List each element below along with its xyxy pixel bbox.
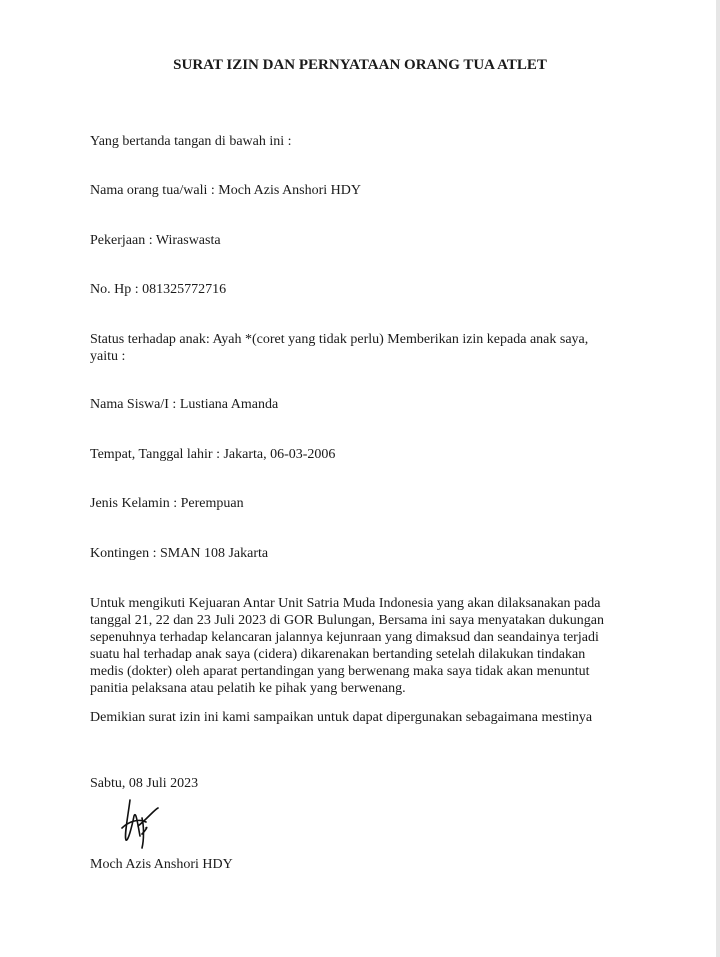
parent-name: Nama orang tua/wali : Moch Azis Anshori HDY — [90, 183, 362, 198]
signer-name: Moch Azis Anshori HDY — [90, 857, 233, 872]
phone: No. Hp : 081325772716 — [90, 282, 227, 297]
status-line-2: yaitu : — [90, 349, 126, 364]
body-line: panitia pelaksana atau pelatih ke pihak yang berwenang. — [90, 681, 406, 696]
intro-text: Yang bertanda tangan di bawah ini : — [90, 134, 292, 149]
document-title: SURAT IZIN DAN PERNYATAAN ORANG TUA ATLET — [173, 57, 547, 73]
closing-text: Demikian surat izin ini kami sampaikan untuk dapat dipergunakan sebagaimana mestinya — [90, 710, 593, 725]
body-line: tanggal 21, 22 dan 23 Juli 2023 di GOR Bulungan, Bersama ini saya menyatakan dukungan — [90, 613, 605, 628]
status-line-1: Status terhadap anak: Ayah *(coret yang tidak perlu) Memberikan izin kepada anak saya, — [90, 332, 589, 347]
student-name: Nama Siswa/I : Lustiana Amanda — [90, 397, 279, 412]
page-edge — [716, 0, 720, 957]
body-line: suatu hal terhadap anak saya (cidera) dikarenakan bertanding setelah dilakukan tindakan — [90, 647, 586, 662]
contingent: Kontingen : SMAN 108 Jakarta — [90, 546, 269, 561]
body-line: Untuk mengikuti Kejuaran Antar Unit Satria Muda Indonesia yang akan dilaksanakan pada — [90, 596, 601, 611]
date: Sabtu, 08 Juli 2023 — [90, 776, 199, 791]
occupation: Pekerjaan : Wiraswasta — [90, 233, 221, 248]
birth-info: Tempat, Tanggal lahir : Jakarta, 06-03-2006 — [90, 447, 336, 462]
signature-image — [118, 796, 168, 852]
body-line: sepenuhnya terhadap kelancaran jalannya kejunraan yang dimaksud dan seandainya terjadi — [90, 630, 599, 645]
gender: Jenis Kelamin : Perempuan — [90, 496, 244, 511]
body-line: medis (dokter) oleh aparat pertandingan yang berwenang maka saya tidak akan menuntut — [90, 664, 590, 679]
